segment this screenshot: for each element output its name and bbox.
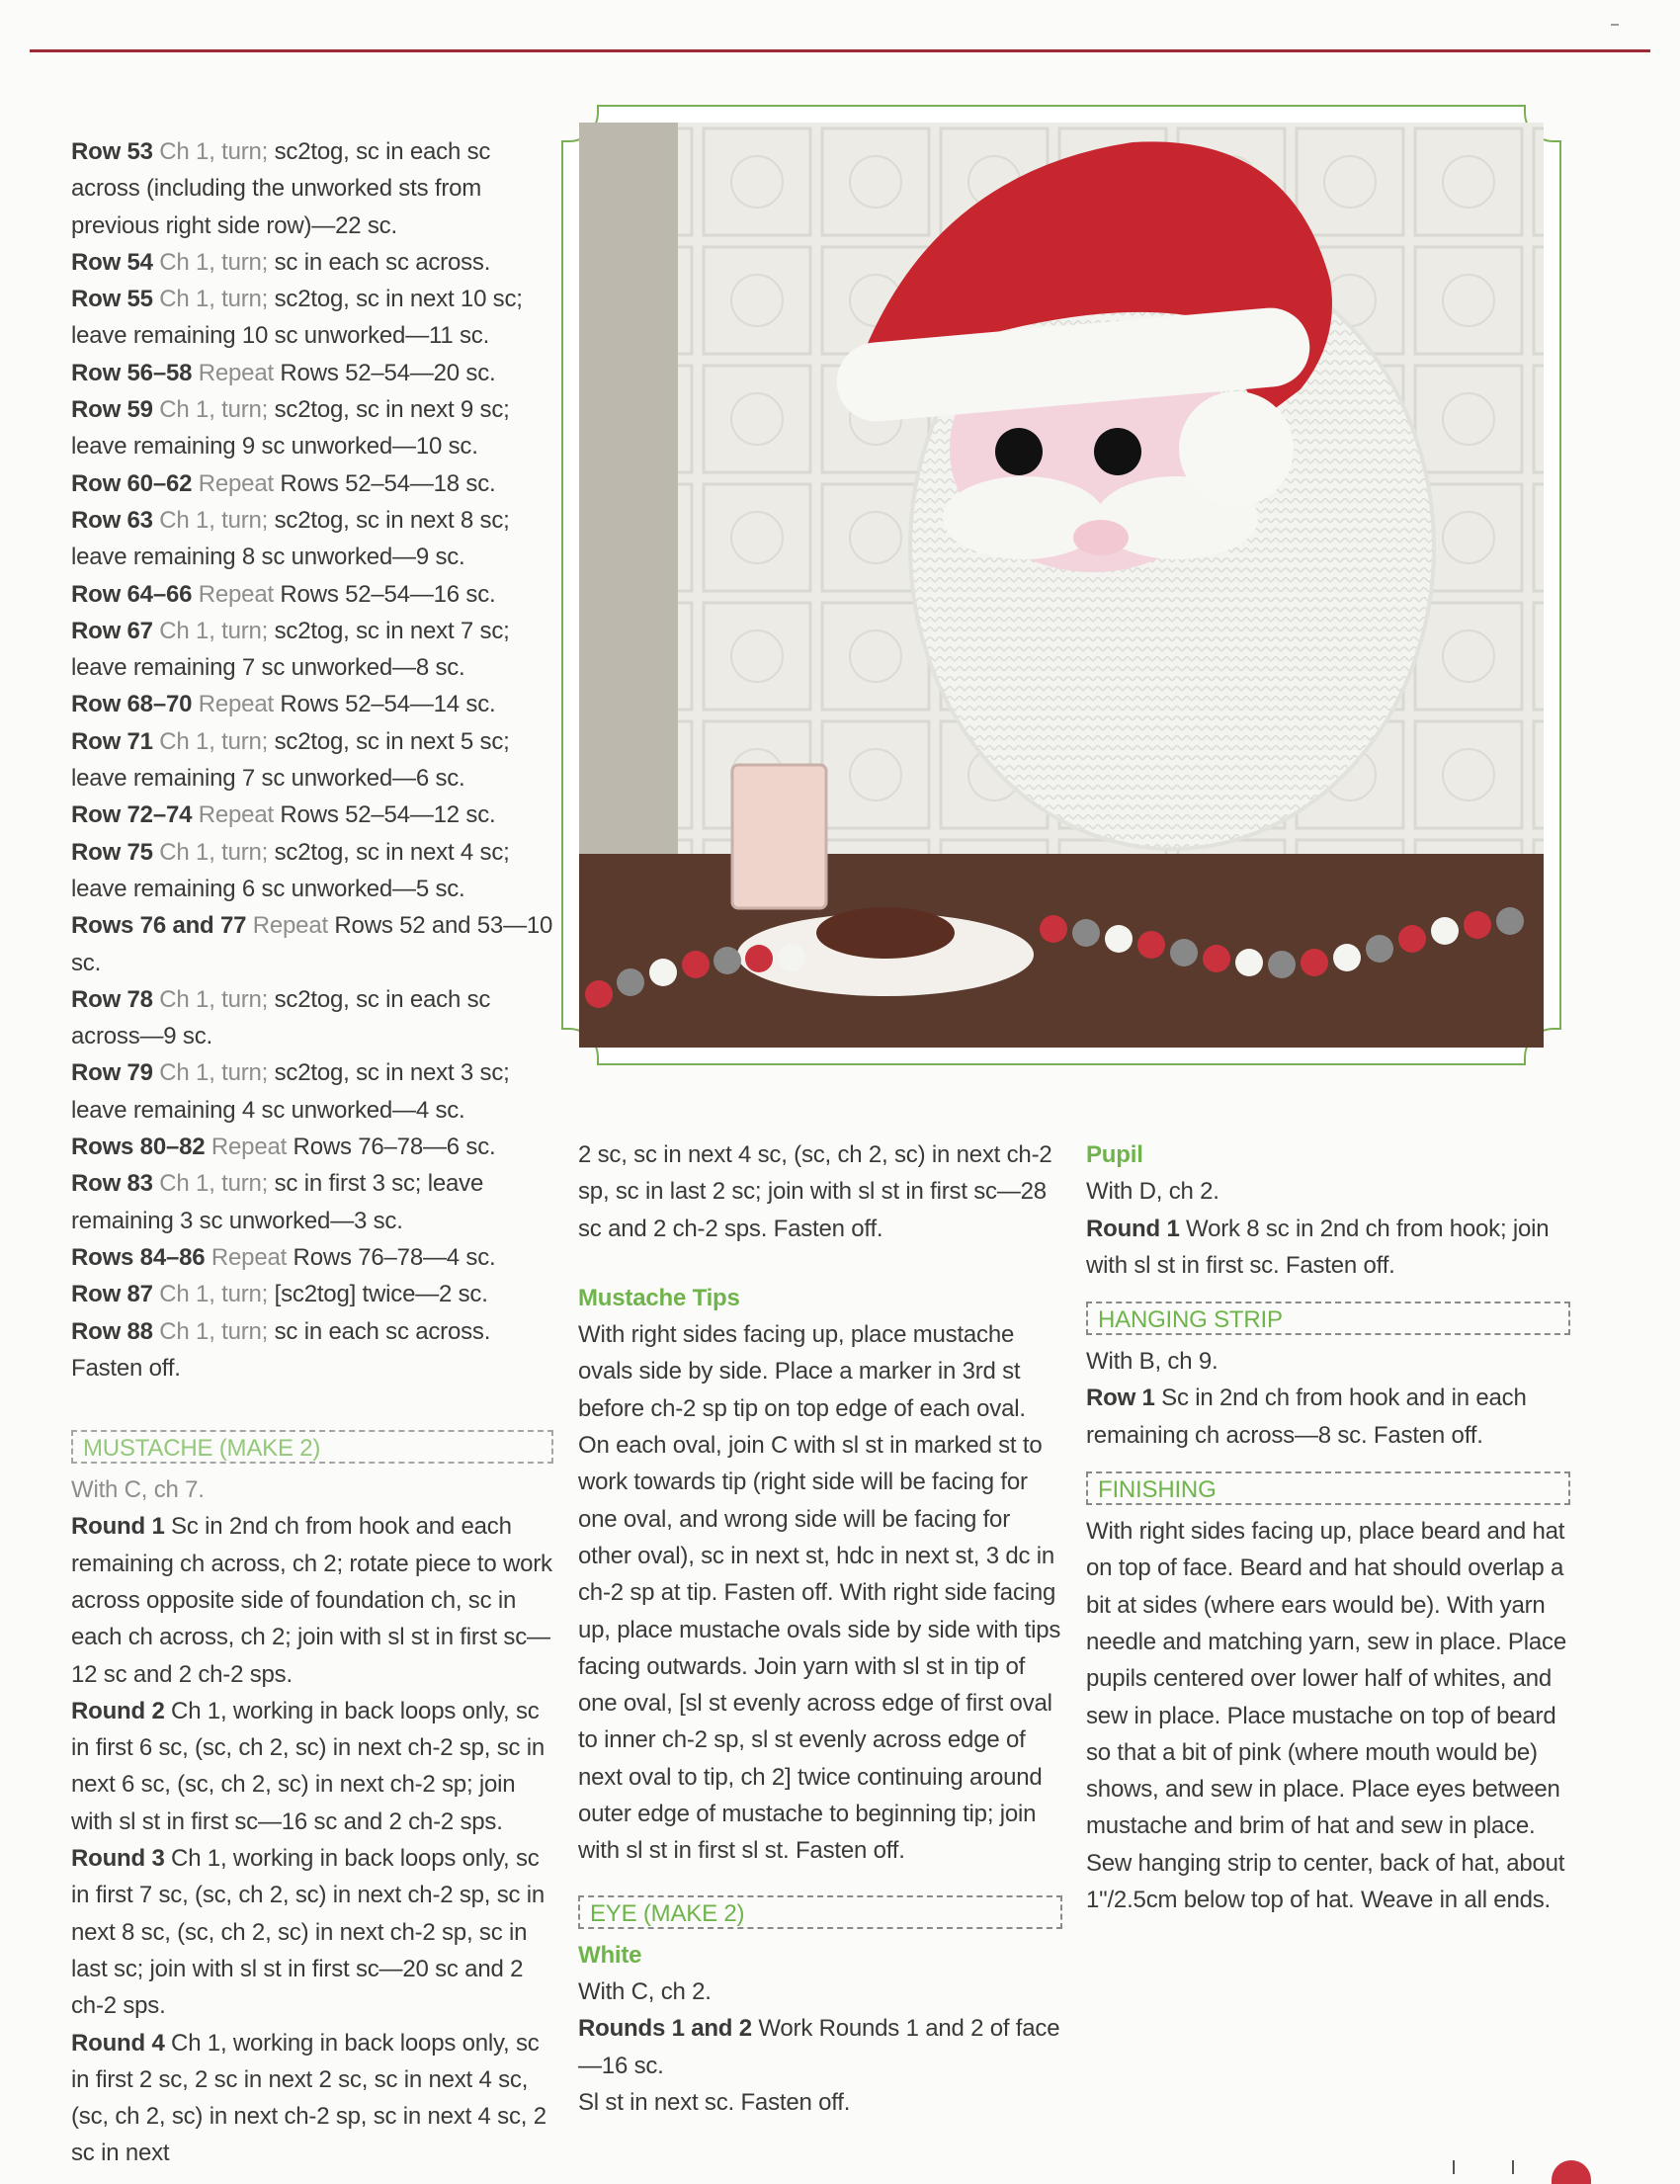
row-instruction: [71, 1313, 553, 1387]
row-label: Row 75: [71, 838, 153, 866]
row-faded-text: Ch 1, turn;: [159, 138, 269, 165]
row-faded-text: Repeat: [252, 912, 328, 940]
row-text: sc2tog, sc in next 5 sc; leave remaining 7 sc unworked—6 sc.: [71, 727, 510, 793]
row-label: Rows 84–86: [71, 1243, 206, 1271]
strip-row: Row 1 Sc in 2nd ch from hook and in each remaining ch across—8 sc. Fasten off.: [1086, 1385, 1527, 1449]
row-text: [sc2tog] twice—2 sc.: [268, 1281, 488, 1308]
row-instruction: [71, 502, 553, 576]
middle-column: [578, 1136, 1062, 2121]
white-end: Sl st in next sc. Fasten off.: [578, 2088, 851, 2116]
row-instruction: [71, 465, 553, 502]
row-text: sc in first 3 sc; leave remaining 3 sc unworked—3 sc.: [71, 1170, 484, 1234]
row-label: Row 78: [71, 985, 153, 1013]
mustache-tips-text: With right sides facing up, place mustache ovals side by side. Place a marker in 3rd st before ch-2 sp tip on top edge of each oval. On each oval, join C with sl st in marked st to work towards tip (right side will be facing for one oval, and wrong side will be facing for other oval), sc in next st, hdc in next st, 3 dc in ch-2 sp at tip. Fasten off. With right side facing up, place mustache ovals side by side with tips facing outwards. Join yarn with sl st in tip of one oval, [sl st evenly across edge of first oval to inner ch-2 sp, sl st evenly across edge of next oval to tip, ch 2] twice continuing around outer edge of mustache to beginning tip; join with sl st in first sl st. Fasten off.: [578, 1321, 1061, 1865]
round-text: Ch 1, working in back loops only, sc in first 7 sc, (sc, ch 2, sc) in next ch-2 sp, sc in next 8 sc, (sc, ch 2, sc) in next ch-2 sp, sc in last sc; join with sl st in first sc—20 sc and 2 ch-2 sps.: [71, 1845, 546, 2020]
row-text: sc2tog, sc in next 3 sc; leave remaining 4 sc unworked—4 sc.: [71, 1059, 510, 1124]
santa-photo: [579, 123, 1544, 1048]
mustache-round: [71, 1693, 553, 1840]
row-instruction: [71, 981, 553, 1055]
santa-wall-hanging-image: [579, 123, 1544, 1048]
row-label: Row 79: [71, 1059, 153, 1087]
row-label: Row 59: [71, 396, 153, 424]
row-text: Rows 52–54—20 sc.: [273, 359, 496, 386]
row-faded-text: Ch 1, turn;: [159, 248, 269, 276]
row-faded-text: Ch 1, turn;: [159, 506, 269, 534]
row-faded-text: Repeat: [198, 580, 274, 608]
round-label: Round 3: [71, 1845, 165, 1873]
section-heading-mustache: MUSTACHE (MAKE 2): [71, 1430, 553, 1464]
round-label: Round 1: [71, 1513, 165, 1541]
row-label: Row 87: [71, 1281, 153, 1308]
header-rule: [30, 49, 1650, 52]
row-instruction: [71, 576, 553, 613]
mustache-continuation: 2 sc, sc in next 4 sc, (sc, ch 2, sc) in next ch-2 sp, sc in last 2 sc; join with sl st in first sc—28 sc and 2 ch-2 sps. Fasten off.: [578, 1141, 1052, 1242]
mustache-round: [71, 1840, 553, 2024]
row-faded-text: Ch 1, turn;: [159, 985, 269, 1013]
row-faded-text: Ch 1, turn;: [159, 396, 269, 424]
row-label: Row 71: [71, 727, 153, 755]
row-faded-text: Repeat: [210, 1134, 288, 1161]
row-faded-text: Ch 1, turn;: [159, 617, 269, 644]
round-text: Ch 1, working in back loops only, sc in first 6 sc, (sc, ch 2, sc) in next ch-2 sp, sc in next 6 sc, (sc, ch 2, sc) in next ch-2 sp; join with sl st in first sc—16 sc and 2 ch-2 sps.: [71, 1697, 546, 1835]
row-text: Rows 76–78—4 sc.: [287, 1243, 496, 1271]
row-faded-text: Ch 1, turn;: [159, 1170, 269, 1198]
finishing-text: With right sides facing up, place beard and hat on top of face. Beard and hat should overlap a bit at sides (where ears would be). With yarn needle and matching yarn, sew in place. Place pupils centered over lower half of whites, and sew in place. Place mustache on top of beard so that a bit of pink (where mouth would be) shows, and sew in place. Place eyes between mustache and brim of hat and sew in place. Sew hanging strip to center, back of hat, about 1"/2.5cm below top of hat. Weave in all ends.: [1086, 1518, 1566, 1914]
section-heading-hanging-strip: HANGING STRIP: [1086, 1302, 1570, 1335]
row-text: sc in each sc across. Fasten off.: [71, 1317, 491, 1382]
section-heading-finishing: FINISHING: [1086, 1471, 1570, 1505]
row-label: Rows 76 and 77: [71, 912, 247, 940]
row-text: Rows 52–54—12 sc.: [273, 801, 496, 829]
row-instruction: [71, 355, 553, 391]
row-instruction: [71, 723, 553, 798]
row-label: Row 68–70: [71, 691, 193, 718]
round-label: Round 4: [71, 2029, 165, 2057]
pupil-heading: Pupil: [1086, 1141, 1143, 1168]
row-text: Rows 52 and 53—10 sc.: [71, 912, 553, 976]
row-faded-text: Ch 1, turn;: [159, 286, 269, 313]
row-instruction: [71, 244, 553, 281]
row-instruction: [71, 613, 553, 687]
row-instruction: [71, 133, 553, 244]
row-faded-text: Ch 1, turn;: [159, 1317, 269, 1345]
row-text: sc2tog, sc in next 7 sc; leave remaining 7 sc unworked—8 sc.: [71, 617, 510, 682]
round-text: Sc in 2nd ch from hook and each remaining ch across, ch 2; rotate piece to work across opposite side of foundation ch, sc in each ch across, ch 2; join with sl st in first sc—12 sc and 2 ch-2 sps.: [71, 1513, 552, 1688]
pupil-intro: With D, ch 2.: [1086, 1178, 1219, 1206]
row-text: sc2tog, sc in each sc across—9 sc.: [71, 985, 491, 1050]
white-round: Rounds 1 and 2 Work Rounds 1 and 2 of face—16 sc.: [578, 2015, 1060, 2079]
row-faded-text: Ch 1, turn;: [159, 727, 269, 755]
mustache-round: [71, 2025, 553, 2172]
row-label: Row 54: [71, 248, 153, 276]
row-text: sc2tog, sc in next 10 sc; leave remaining 10 sc unworked—11 sc.: [71, 286, 523, 350]
mustache-rounds: [71, 1508, 553, 2171]
white-heading: White: [578, 1941, 642, 1969]
page-number-badge: [1552, 2160, 1591, 2184]
row-faded-text: Repeat: [210, 1243, 288, 1271]
row-instruction: [71, 1276, 553, 1312]
row-text: sc in each sc across.: [268, 248, 491, 276]
row-text: sc2tog, sc in next 8 sc; leave remaining 8 sc unworked—9 sc.: [71, 506, 510, 571]
row-faded-text: Ch 1, turn;: [159, 1281, 269, 1308]
row-instruction: [71, 686, 553, 722]
corner-mark: [1611, 24, 1619, 26]
row-faded-text: Repeat: [198, 359, 274, 386]
row-instruction: [71, 391, 553, 465]
mustache-intro: With C, ch 7.: [71, 1476, 205, 1504]
row-faded-text: Ch 1, turn;: [159, 838, 269, 866]
mustache-round: [71, 1508, 553, 1692]
pupil-round: Round 1 Work 8 sc in 2nd ch from hook; join with sl st in first sc. Fasten off.: [1086, 1215, 1550, 1279]
row-label: Row 56–58: [71, 359, 193, 386]
left-column: [71, 133, 553, 2172]
row-instructions: [71, 133, 553, 1386]
row-text: Rows 52–54—16 sc.: [273, 580, 496, 608]
round-label: Round 2: [71, 1697, 165, 1724]
row-text: sc2tog, sc in next 9 sc; leave remaining 9 sc unworked—10 sc.: [71, 396, 510, 461]
row-label: Row 60–62: [71, 469, 193, 497]
row-faded-text: Ch 1, turn;: [159, 1059, 269, 1087]
row-instruction: [71, 1239, 553, 1276]
row-label: Row 88: [71, 1317, 153, 1345]
row-text: Rows 52–54—18 sc.: [273, 469, 496, 497]
white-intro: With C, ch 2.: [578, 1977, 712, 2005]
row-instruction: [71, 834, 553, 908]
row-label: Row 83: [71, 1170, 153, 1198]
row-label: Row 64–66: [71, 580, 193, 608]
row-label: Row 67: [71, 617, 153, 644]
strip-intro: With B, ch 9.: [1086, 1348, 1218, 1376]
page-footer: [1334, 2154, 1631, 2174]
row-text: sc2tog, sc in each sc across (including the unworked sts from previous right side row)—22 sc.: [71, 138, 491, 239]
row-faded-text: Repeat: [198, 691, 274, 718]
row-label: Row 63: [71, 506, 153, 534]
row-faded-text: Repeat: [198, 469, 274, 497]
row-label: Row 53: [71, 138, 153, 165]
row-instruction: [71, 1129, 553, 1165]
row-text: sc2tog, sc in next 4 sc; leave remaining 6 sc unworked—5 sc.: [71, 838, 510, 902]
row-text: Rows 76–78—6 sc.: [287, 1134, 496, 1161]
mustache-tips-heading: Mustache Tips: [578, 1284, 740, 1311]
row-label: Rows 80–82: [71, 1134, 206, 1161]
row-faded-text: Repeat: [198, 801, 274, 829]
row-label: Row 72–74: [71, 801, 193, 829]
row-instruction: [71, 1054, 553, 1129]
row-instruction: [71, 907, 553, 981]
row-instruction: [71, 281, 553, 355]
row-instruction: [71, 1165, 553, 1239]
section-heading-eye: EYE (MAKE 2): [578, 1895, 1062, 1929]
row-instruction: [71, 797, 553, 833]
right-column: [1086, 1136, 1570, 1918]
row-text: Rows 52–54—14 sc.: [273, 691, 496, 718]
round-text: Ch 1, working in back loops only, sc in first 2 sc, 2 sc in next 2 sc, sc in next 4 sc, (sc, ch 2, sc) in next ch-2 sp, sc in next 4 sc, 2 sc in next: [71, 2029, 546, 2167]
row-label: Row 55: [71, 286, 153, 313]
